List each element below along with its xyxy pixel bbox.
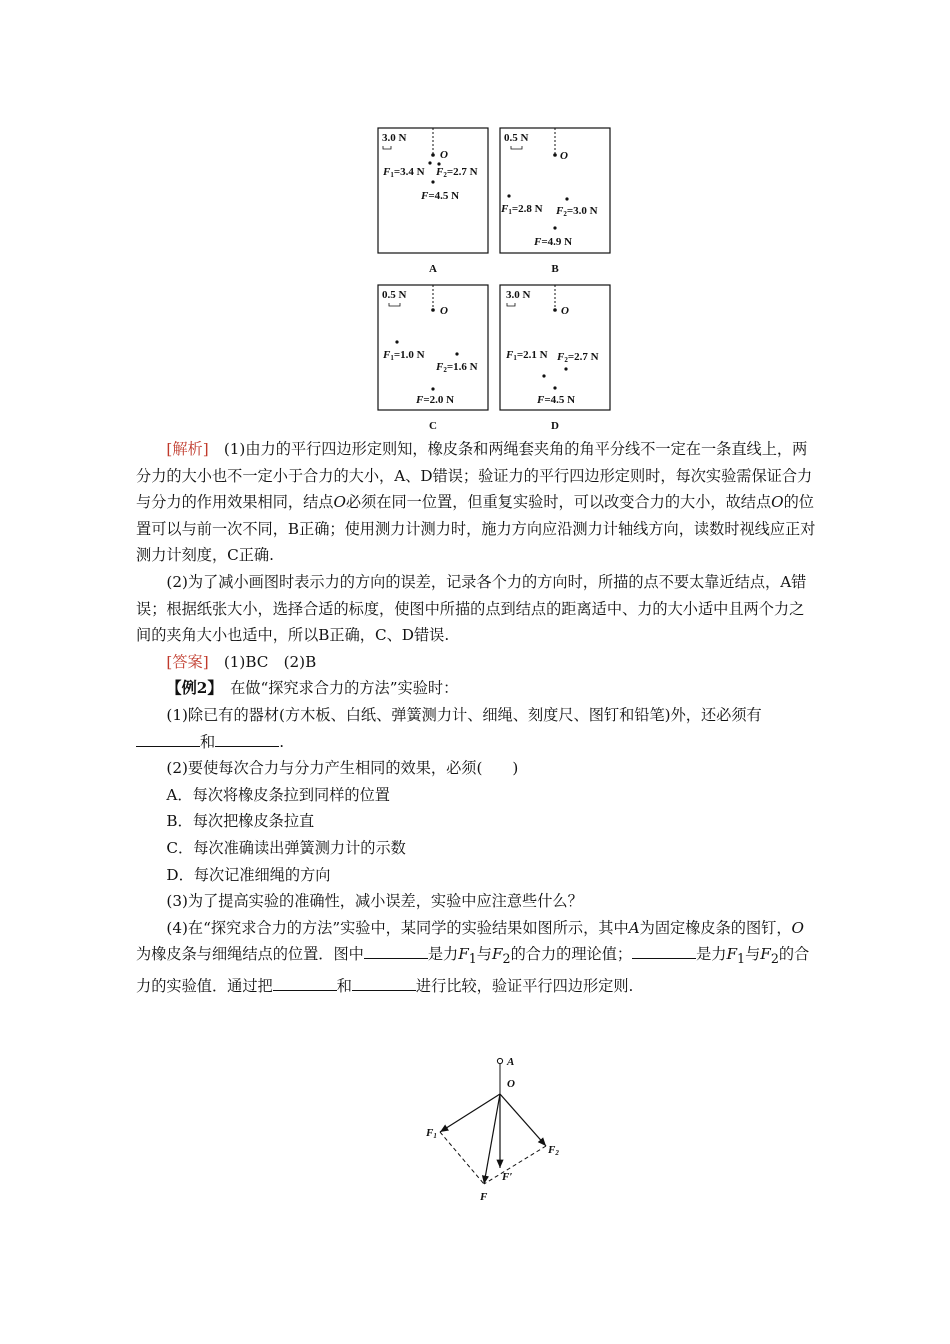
panel-a-scale: 3.0 N <box>382 132 407 144</box>
panel-d-label: D <box>551 420 559 432</box>
panel-a-f: F=4.5 N <box>421 190 460 202</box>
label-o: O <box>507 1078 515 1090</box>
panel-c <box>378 285 488 432</box>
svg-text:O: O <box>560 150 568 162</box>
label-f-prime: F′ <box>502 1171 513 1183</box>
panel-c-scale: 0.5 N <box>382 289 407 301</box>
panel-b-label: B <box>551 263 559 275</box>
panel-b-scale: 0.5 N <box>504 132 529 144</box>
svg-text:O: O <box>561 305 569 317</box>
analysis-paragraph-2: (2)为了减小画图时表示力的方向的误差，记录各个力的方向时，所描的点不要太靠近结点，A错误；根据纸张大小，选择合适的标度，使图中所描的点到结点的距离适中、力的大小适中且两个力之间的夹角大小也适中，所以B正确，C、D错误. <box>136 572 807 645</box>
label-f1: F1 <box>426 1127 437 1140</box>
answer-line: [答案] (1)BC (2)B <box>166 652 317 671</box>
answer-blank[interactable] <box>632 942 696 960</box>
question-4: (4)在“探究求合力的方法”实验中，某同学的实验结果如图所示，其中A为固定橡皮条的图钉，O为橡皮条与细绳结点的位置．图中 是力$F_1$与$F_2$的合力的理论值； 是力$F_1$与$F_2$的合力的实验值．通过把 和 进行比较，验证平行四边形定则. <box>136 918 810 995</box>
panel-d <box>500 285 610 432</box>
panel-a <box>378 128 488 275</box>
label-a: A <box>507 1056 515 1068</box>
panel-c-f2: F2=1.6 N <box>436 361 478 374</box>
analysis-tag: [解析] <box>166 440 209 458</box>
question-1: (1)除已有的器材(方木板、白纸、弹簧测力计、细绳、刻度尺、图钉和铅笔)外，还必须有和 . <box>136 702 816 755</box>
label-f2: F2 <box>548 1144 559 1157</box>
example2-title: 【例2】 在做“探究求合力的方法”实验时： <box>166 679 459 698</box>
answer-blank[interactable] <box>136 729 200 747</box>
panel-a-label: A <box>429 263 437 275</box>
answer-blank[interactable] <box>364 942 428 960</box>
panel-c-label: C <box>429 420 437 432</box>
panel-b-f: F=4.9 N <box>534 236 573 248</box>
svg-text:O: O <box>440 149 448 161</box>
answer-tag: [答案] <box>166 652 209 671</box>
label-f: F <box>480 1191 488 1203</box>
panel-d-scale: 3.0 N <box>506 289 531 301</box>
panel-b <box>500 128 610 275</box>
question-2: (2)要使每次合力与分力产生相同的效果，必须( ) <box>166 759 519 778</box>
panel-c-f1: F1=1.0 N <box>383 349 425 362</box>
panel-b-f1: F1=2.8 N <box>501 203 543 216</box>
force-diagram <box>420 1052 580 1212</box>
answer-blank[interactable] <box>215 729 279 747</box>
option-d: D．每次记准细绳的方向 <box>166 865 331 884</box>
example2-tag: 【例2】 <box>166 679 215 698</box>
panel-a-f1: F1=3.4 N <box>383 166 425 179</box>
panel-b-f2: F2=3.0 N <box>556 205 598 218</box>
panel-d-f2: F2=2.7 N <box>557 351 599 364</box>
option-c: C．每次准确读出弹簧测力计的示数 <box>166 838 406 857</box>
panel-d-f: F=4.5 N <box>537 394 576 406</box>
panel-a-f2: F2=2.7 N <box>436 166 478 179</box>
option-b: B．每次把橡皮条拉直 <box>166 812 315 831</box>
option-a: A．每次将橡皮条拉到同样的位置 <box>166 785 390 804</box>
answer-blank[interactable] <box>273 973 337 991</box>
analysis-paragraph-1: [解析] (1)由力的平行四边形定则知，橡皮条和两绳套夹角的角平分线不一定在一条直线上，两分力的大小也不一定小于合力的大小，A、D错误；验证力的平行四边形定则时，每次实验需保证合力与分力的作用效果相同，结点O必须在同一位置，但重复实验时，可以改变合力的大小，故结点O的位置可以与前一次不同，B正确；使用测力计测力时，施力方向应沿测力计轴线方向，读数时视线应正对测力计刻度，C正确. <box>136 440 816 565</box>
document-body <box>136 436 816 1000</box>
panel-d-f1: F1=2.1 N <box>506 349 548 362</box>
svg-text:O: O <box>440 305 448 317</box>
question-3: (3)为了提高实验的准确性，减小误差，实验中应注意些什么？ <box>166 892 583 911</box>
panel-c-f: F=2.0 N <box>416 394 455 406</box>
panels-figure <box>370 120 620 440</box>
answer-blank[interactable] <box>352 973 416 991</box>
